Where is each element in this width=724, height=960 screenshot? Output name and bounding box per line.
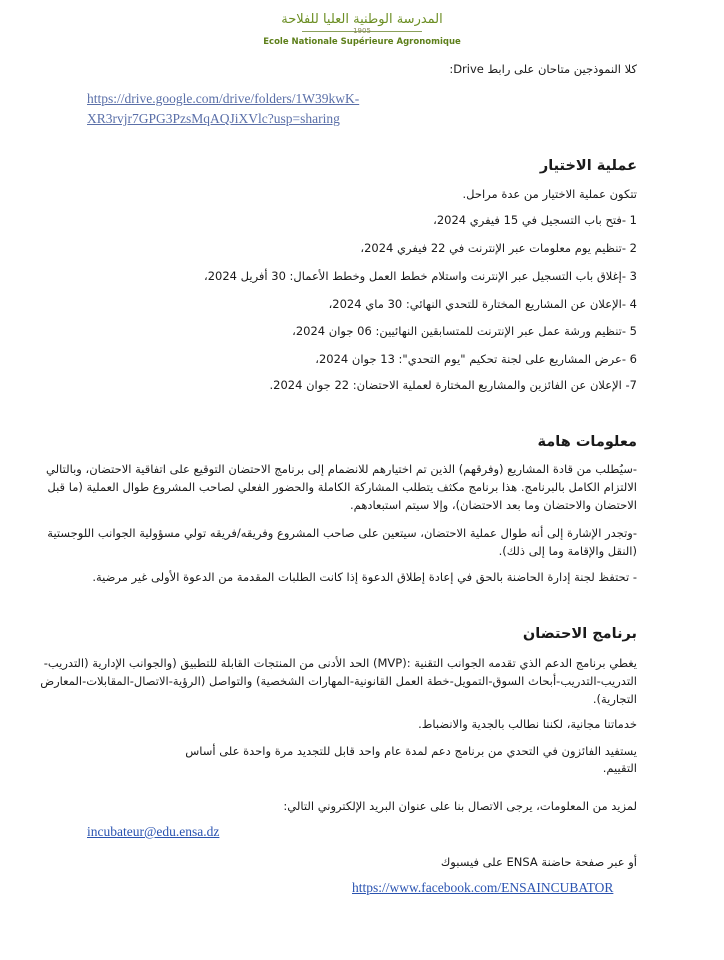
important-para-2-line-2: (النقل والإقامة وما إلى ذلك). [498,544,637,558]
facebook-link[interactable]: https://www.facebook.com/ENSAINCUBATOR [352,880,614,895]
school-founding-year: 1905 [353,27,371,35]
drive-link-block[interactable] [87,89,417,129]
facebook-intro-text: أو عبر صفحة حاضنة ENSA على فيسبوك [440,855,637,869]
program-para-1-line-2: التدريب-التدريب-أبحاث السوق-التمويل-خطة العمل القانونية-المهارات الشخصية) والتواصل (الرؤية-الاتصال-المقابلات-المعارض [40,674,637,688]
program-para-2: خدماتنا مجانية، لكننا نطالب بالجدية والانضباط. [418,717,637,731]
selection-step: 6 -عرض المشاريع على لجنة تحكيم "يوم التحدي": 13 جوان 2024، [315,352,637,366]
important-para-1-line-1: -سيُطلب من قادة المشاريع (وفرقهم) الذين تم اختيارهم للانضمام إلى برنامج الاحتضان التوقيع على اتفاقية الاحتضان، وبالتالي [46,462,637,476]
selection-intro: تتكون عملية الاختيار من عدة مراحل. [462,187,637,201]
selection-step: 3 -إغلاق باب التسجيل عبر الإنترنت واستلام خطط العمل وخطط الأعمال: 30 أفريل 2024، [204,269,637,283]
selection-step: 4 -الإعلان عن المشاريع المختارة للتحدي النهائي: 30 ماي 2024، [328,297,637,311]
program-para-1-line-3: التجارية). [592,692,637,706]
selection-title: عملية الاختيار [539,158,637,174]
program-para-3: يستفيد الفائزون في التحدي من برنامج دعم لمدة عام واحد قابل للتجديد مرة واحدة على أساس التقييم. [185,744,637,775]
drive-link-line-1[interactable]: https://drive.google.com/drive/folders/1W39kwK- [87,91,360,106]
email-link[interactable]: incubateur@edu.ensa.dz [87,824,220,839]
selection-step: 2 -تنظيم يوم معلومات عبر الإنترنت في 22 فيفري 2024، [360,241,637,255]
important-para-2-line-1: -وتجدر الإشارة إلى أنه طوال عملية الاحتضان، سيتعين على صاحب المشروع وفريقه/فريقه تولي مسؤولية الجوانب اللوجستية [47,526,637,540]
drive-link-line-2[interactable]: XR3rvjr7GPG3PzsMqAQJiXVlc?usp=sharing [87,111,340,126]
school-name-arabic: المدرسة الوطنية العليا للفلاحة [281,12,443,27]
selection-step: 5 -تنظيم ورشة عمل عبر الإنترنت للمتسابقين النهائيين: 06 جوان 2024، [292,324,637,338]
drive-intro-text: كلا النموذجين متاحان على رابط Drive: [449,62,637,76]
selection-step: 7- الإعلان عن الفائزين والمشاريع المختارة لعملية الاحتضان: 22 جوان 2024. [269,378,637,392]
important-para-1-line-2: الالتزام الكامل بالبرنامج. هذا برنامج مكثف يتطلب المشاركة الكاملة والحضور الفعلي لصاحب المشروع طوال العملية (ما قبل [47,480,637,494]
selection-step: 1 -فتح باب التسجيل في 15 فيفري 2024، [433,213,637,227]
program-title: برنامج الاحتضان [522,626,637,642]
school-name-french: Ecole Nationale Supérieure Agronomique [263,37,461,47]
important-para-3: - تحتفظ لجنة إدارة الحاضنة بالحق في إعادة إطلاق الدعوة إذا كانت الطلبات المقدمة من الدعوة الأولى غير مرضية. [92,570,637,584]
important-title: معلومات هامة [537,434,637,450]
email-intro-text: لمزيد من المعلومات، يرجى الاتصال بنا على عنوان البريد الإلكتروني التالي: [283,799,637,813]
important-para-1-line-3: الاحتضان والاحتضان وما بعد الاحتضان)، وإلا سيتم استبعادهم. [350,498,637,512]
program-para-1-line-1: يغطي برنامج الدعم الذي تقدمه الجوانب التقنية :(MVP) الحد الأدنى من المنتجات القابلة للتطبيق (والجوانب الإدارية (التدريب- [43,656,637,670]
